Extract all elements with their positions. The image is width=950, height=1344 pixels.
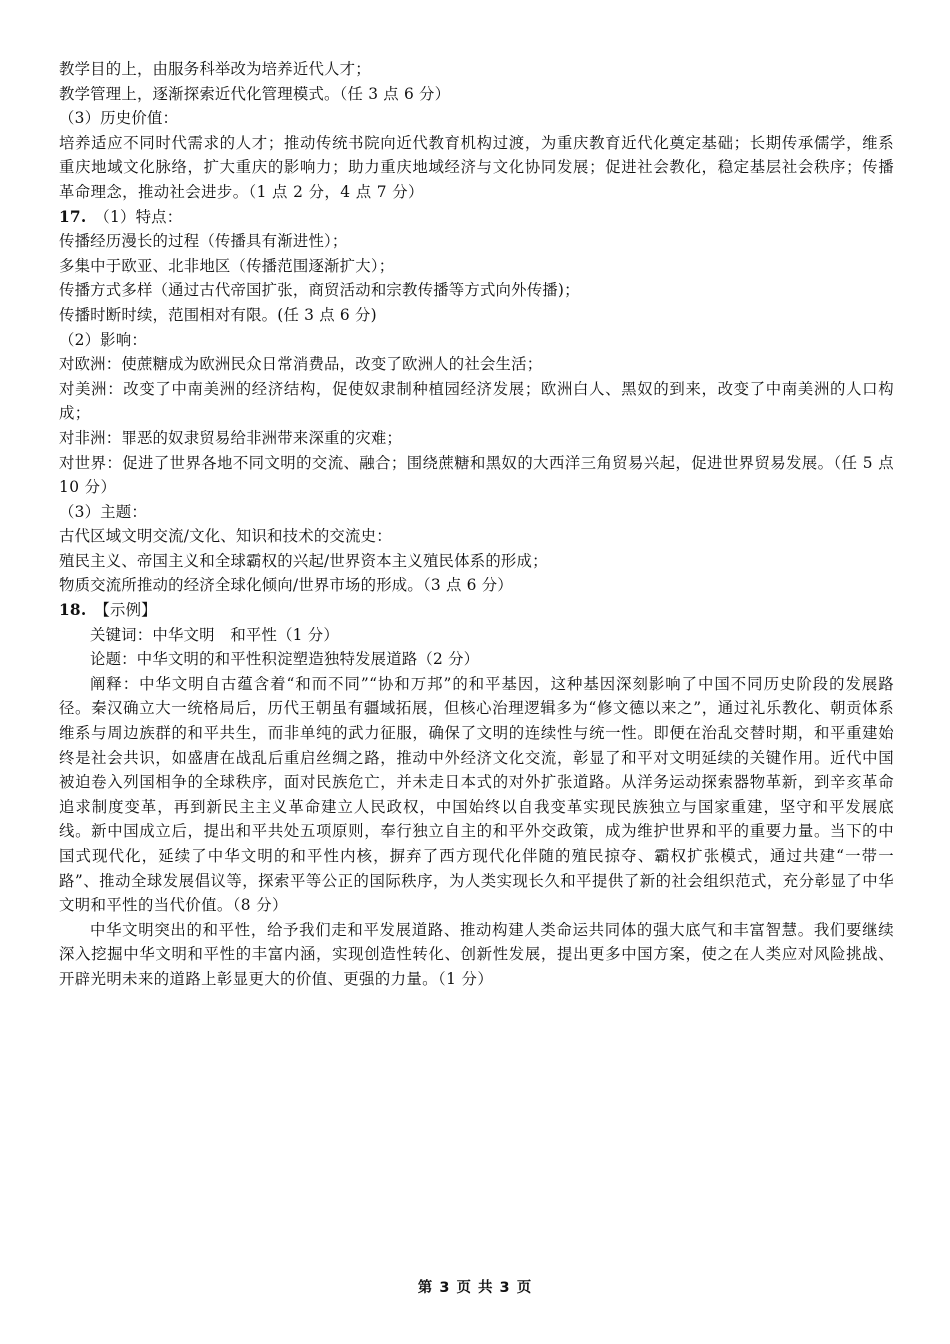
q17-number: 17. — [59, 207, 87, 226]
q18-example-label: 【示例】 — [94, 601, 157, 620]
q17-part2-world: 对世界：促进了世界各地不同文明的交流、融合；围绕蔗糖和黑奴的大西洋三角贸易兴起，促进世界贸易发展。（任 5 点 10 分） — [59, 453, 894, 497]
q17-part2-europe: 对欧洲：使蔗糖成为欧洲民众日常消费品，改变了欧洲人的社会生活； — [59, 355, 543, 374]
q17-part1-heading: （1）特点： — [94, 207, 183, 226]
q17-part3-line-3: 物质交流所推动的经济全球化倾向/世界市场的形成。（3 点 6 分） — [59, 576, 513, 595]
q17-part2-africa: 对非洲：罪恶的奴隶贸易给非洲带来深重的灾难； — [59, 428, 402, 447]
q16-part3-heading: （3）历史价值： — [59, 109, 179, 128]
q17-part1-line-2: 多集中于欧亚、北非地区（传播范围逐渐扩大）； — [59, 256, 395, 275]
q17-part1-line-1: 传播经历漫长的过程（传播具有渐进性）； — [59, 232, 348, 251]
answer-page — [59, 0, 894, 1344]
q17-part3-line-2: 殖民主义、帝国主义和全球霸权的兴起/世界资本主义殖民体系的形成； — [59, 551, 548, 570]
q18-number: 18. — [59, 601, 87, 620]
q17-part3-line-1: 古代区域文明交流/文化、知识和技术的交流史： — [59, 527, 392, 546]
q17-part2-heading: （2）影响： — [59, 330, 147, 349]
q16-teaching-purpose-line: 教学目的上，由服务科举改为培养近代人才； — [59, 60, 371, 78]
page-footer: 第 3 页 共 3 页 — [417, 1280, 533, 1296]
q18-keywords: 关键词：中华文明 和平性（1 分） — [90, 625, 339, 644]
q18-conclusion: 中华文明突出的和平性，给予我们走和平发展道路、推动构建人类命运共同体的强大底气和丰富智慧。我们要继续深入挖掘中华文明和平性的丰富内涵，实现创造性转化、创新性发展，提出更多中国方案，使之在人类应对风险挑战、开辟光明未来的道路上彰显更大的价值、更强的力量。（1 分） — [59, 920, 894, 988]
page-content — [59, 0, 894, 992]
q17-part1-heading-row — [59, 205, 894, 230]
q17-part1-line-4: 传播时断时续，范围相对有限。(任 3 点 6 分) — [59, 305, 377, 324]
q16-teaching-management-line: 教学管理上，逐渐探索近代化管理模式。（任 3 点 6 分） — [59, 84, 451, 103]
q18-heading-row — [59, 598, 894, 623]
q18-thesis: 论题：中华文明的和平性积淀塑造独特发展道路（2 分） — [90, 650, 480, 669]
q16-part3-body: 培养适应不同时代需求的人才；推动传统书院向近代教育机构过渡，为重庆教育近代化奠定基础；长期传承儒学，维系重庆地域文化脉络，扩大重庆的影响力；助力重庆地域经济与文化协同发展；促进社会教化，稳定基层社会秩序；传播革命理念，推动社会进步。（1 点 2 分，4 点 7 分） — [59, 133, 894, 201]
q17-part1-line-3: 传播方式多样（通过古代帝国扩张，商贸活动和宗教传播等方式向外传播)； — [59, 281, 580, 300]
q18-explanation: 阐释：中华文明自古蕴含着“和而不同”“协和万邦”的和平基因，这种基因深刻影响了中国不同历史阶段的发展路径。秦汉确立大一统格局后，历代王朝虽有疆域拓展，但核心治理逻辑多为“修文德以来之”，通过礼乐教化、朝贡体系维系与周边族群的和平共生，而非单纯的武力征服，确保了文明的连续性与统一性。即便在治乱交替时期，和平重建始终是社会共识，如盛唐在战乱后重启丝绸之路，推动中外经济文化交流，彰显了和平对文明延续的关键作用。近代中国被迫卷入列国相争的全球秩序，面对民族危亡，并未走日本式的对外扩张道路。从洋务运动探索器物革新，到辛亥革命追求制度变革，再到新民主主义革命建立人民政权，中国始终以自我变革实现民族独立与国家重建，坚守和平发展底线。新中国成立后，提出和平共处五项原则，奉行独立自主的和平外交政策，成为维护世界和平的重要力量。当下的中国式现代化，延续了中华文明的和平性内核，摒弃了西方现代化伴随的殖民掠夺、霸权扩张模式，通过共建“一带一路”、推动全球发展倡议等，探索平等公正的国际秩序，为人类实现长久和平提供了新的社会组织范式，充分彰显了中华文明和平性的当代价值。（8 分） — [59, 674, 894, 915]
q17-part2-americas: 对美洲：改变了中南美洲的经济结构，促使奴隶制种植园经济发展；欧洲白人、黑奴的到来，改变了中南美洲的人口构成； — [59, 379, 894, 423]
q17-part3-heading: （3）主题： — [59, 502, 147, 521]
